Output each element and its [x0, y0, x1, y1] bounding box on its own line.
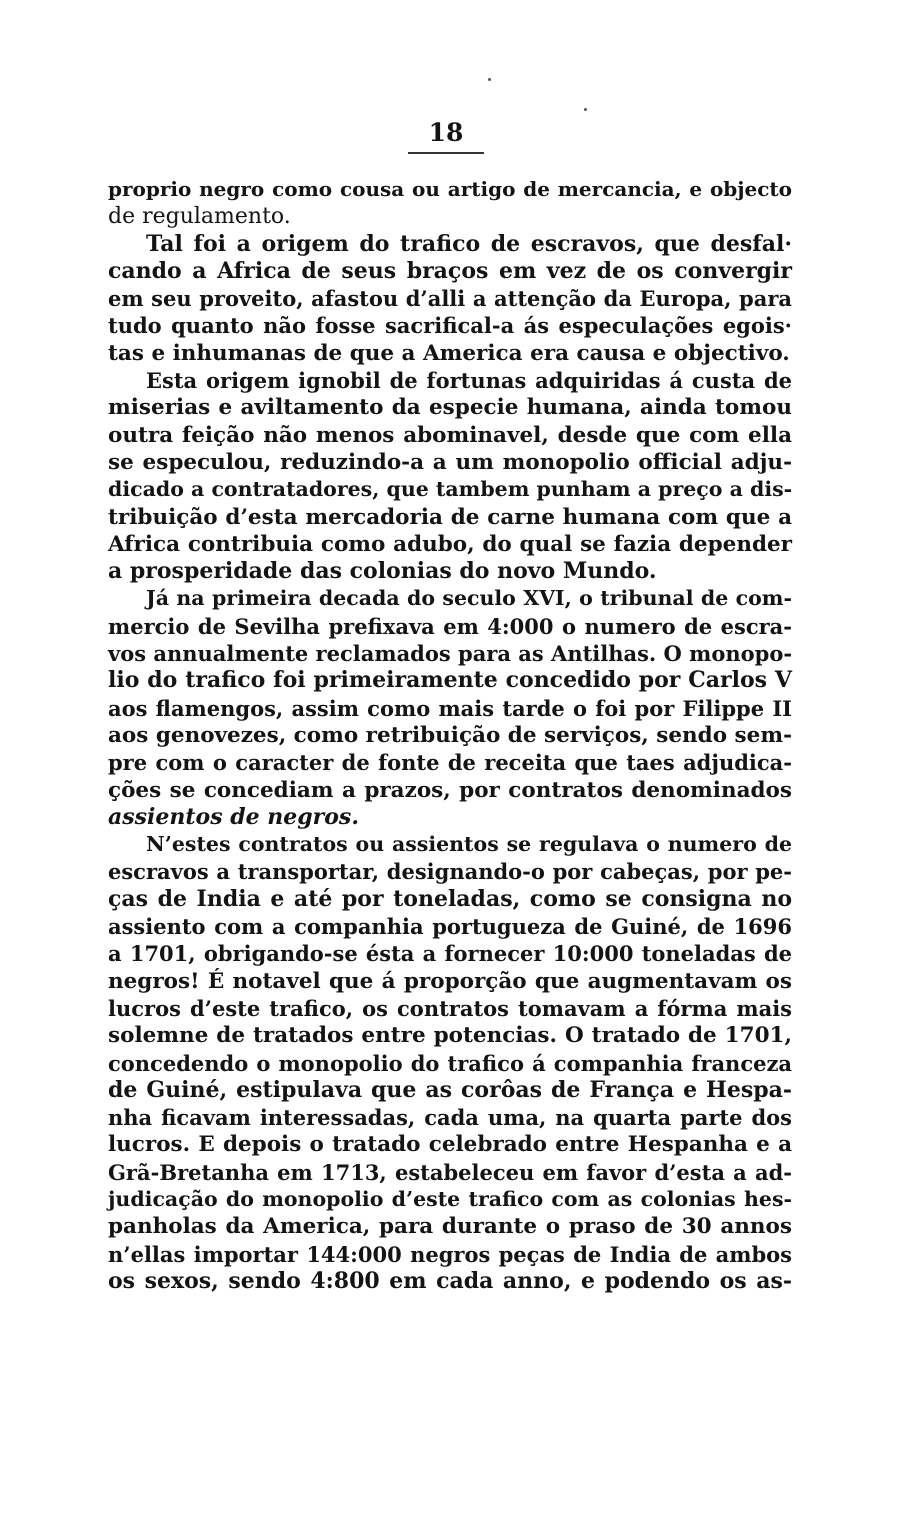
text-line: a prosperidade das colonias do novo Mundo.: [108, 558, 657, 585]
text-line: a 1701, obrigando-se ésta a fornecer 10:000 toneladas de: [108, 941, 792, 967]
text-line: tribuição d’esta mercadoria de carne humana com que a: [108, 504, 792, 530]
text-line: Esta origem ignobil de fortunas adquiridas á custa de: [146, 368, 792, 394]
text-line: nha ficavam interessadas, cada uma, na quarta parte dos: [108, 1105, 792, 1131]
text-line: dicado a contratadores, que tambem punham a preço a dis-: [108, 477, 793, 502]
text-line: lucros d’este trafico, os contratos tomavam a fórma mais: [108, 995, 792, 1021]
text-line: negros! É notavel que á proporção que augmentavam os: [108, 968, 792, 994]
text-line: n’ellas importar 144:000 negros peças de India de ambos: [108, 1241, 792, 1267]
text-line: Já na primeira decada do seculo XVI, o tribunal de com-: [146, 586, 792, 611]
stray-mark: [488, 78, 491, 81]
text-line: aos genovezes, como retribuição de serviços, sendo sem-: [108, 722, 793, 748]
text-line: aos flamengos, assim como mais tarde o foi por Filippe II: [108, 695, 792, 721]
text-line: de regulamento.: [108, 204, 291, 230]
text-line: em seu proveito, afastou d’alli a attenção da Europa, para: [108, 286, 792, 312]
page-number: 18: [428, 118, 464, 147]
text-line: Tal foi a origem do trafico de escravos, que desfal·: [146, 230, 792, 257]
text-line: miserias e aviltamento da especie humana, ainda tomou: [108, 395, 792, 421]
text-line: panholas da America, para durante o praso de 30 annos: [108, 1214, 792, 1240]
stray-mark: [584, 108, 587, 111]
text-line: concedendo o monopolio do trafico á companhia franceza: [108, 1050, 792, 1076]
text-line: lucros. E depois o tratado celebrado entre Hespanha e a: [108, 1132, 792, 1158]
text-line: escravos a transportar, designando-o por cabeças, por pe-: [108, 859, 792, 885]
page-number-rule: [408, 152, 484, 154]
text-line: os sexos, sendo 4:800 em cada anno, e podendo os as-: [108, 1267, 792, 1294]
text-line: proprio negro como cousa ou artigo de mercancia, e objecto: [108, 177, 792, 201]
text-line: solemne de tratados entre potencias. O tratado de 1701,: [108, 1023, 792, 1049]
text-line: Grã-Bretanha em 1713, estabeleceu em favor d’esta a ad-: [108, 1159, 792, 1185]
text-line: assientos de negros.: [108, 803, 359, 830]
text-line: tudo quanto não fosse sacrifical-a ás especulações egois·: [108, 313, 792, 339]
text-line: cando a Africa de seus braços em vez de os convergir: [108, 257, 792, 284]
text-line: pre com o caracter de fonte de receita que taes adjudica-: [108, 750, 792, 776]
text-line: mercio de Sevilha prefixava em 4:000 o numero de escra-: [108, 613, 792, 639]
text-line: vos annualmente reclamados para as Antilhas. O monopo-: [108, 641, 793, 667]
body-text: [108, 176, 792, 1295]
text-line: ças de India e até por toneladas, como se consigna no: [108, 885, 792, 912]
text-line: se especulou, reduzindo-a a um monopolio official adju-: [108, 449, 792, 475]
text-line: ções se concediam a prazos, por contratos denominados: [108, 777, 792, 803]
text-line: tas e inhumanas de que a America era causa e objectivo.: [108, 340, 790, 366]
text-line: Africa contribuia como adubo, do qual se fazia depender: [108, 531, 792, 557]
text-line: de Guiné, estipulava que as corôas de França e Hespa-: [108, 1076, 792, 1103]
text-line: assiento com a companhia portugueza de Guiné, de 1696: [108, 914, 792, 940]
text-line: N’estes contratos ou assientos se regulava o numero de: [146, 832, 792, 857]
text-line: outra feição não menos abominavel, desde que com ella: [108, 422, 792, 448]
text-line: lio do trafico foi primeiramente concedido por Carlos V: [108, 667, 792, 694]
text-line: judicação do monopolio d’este trafico com as colonias hes-: [108, 1186, 792, 1211]
